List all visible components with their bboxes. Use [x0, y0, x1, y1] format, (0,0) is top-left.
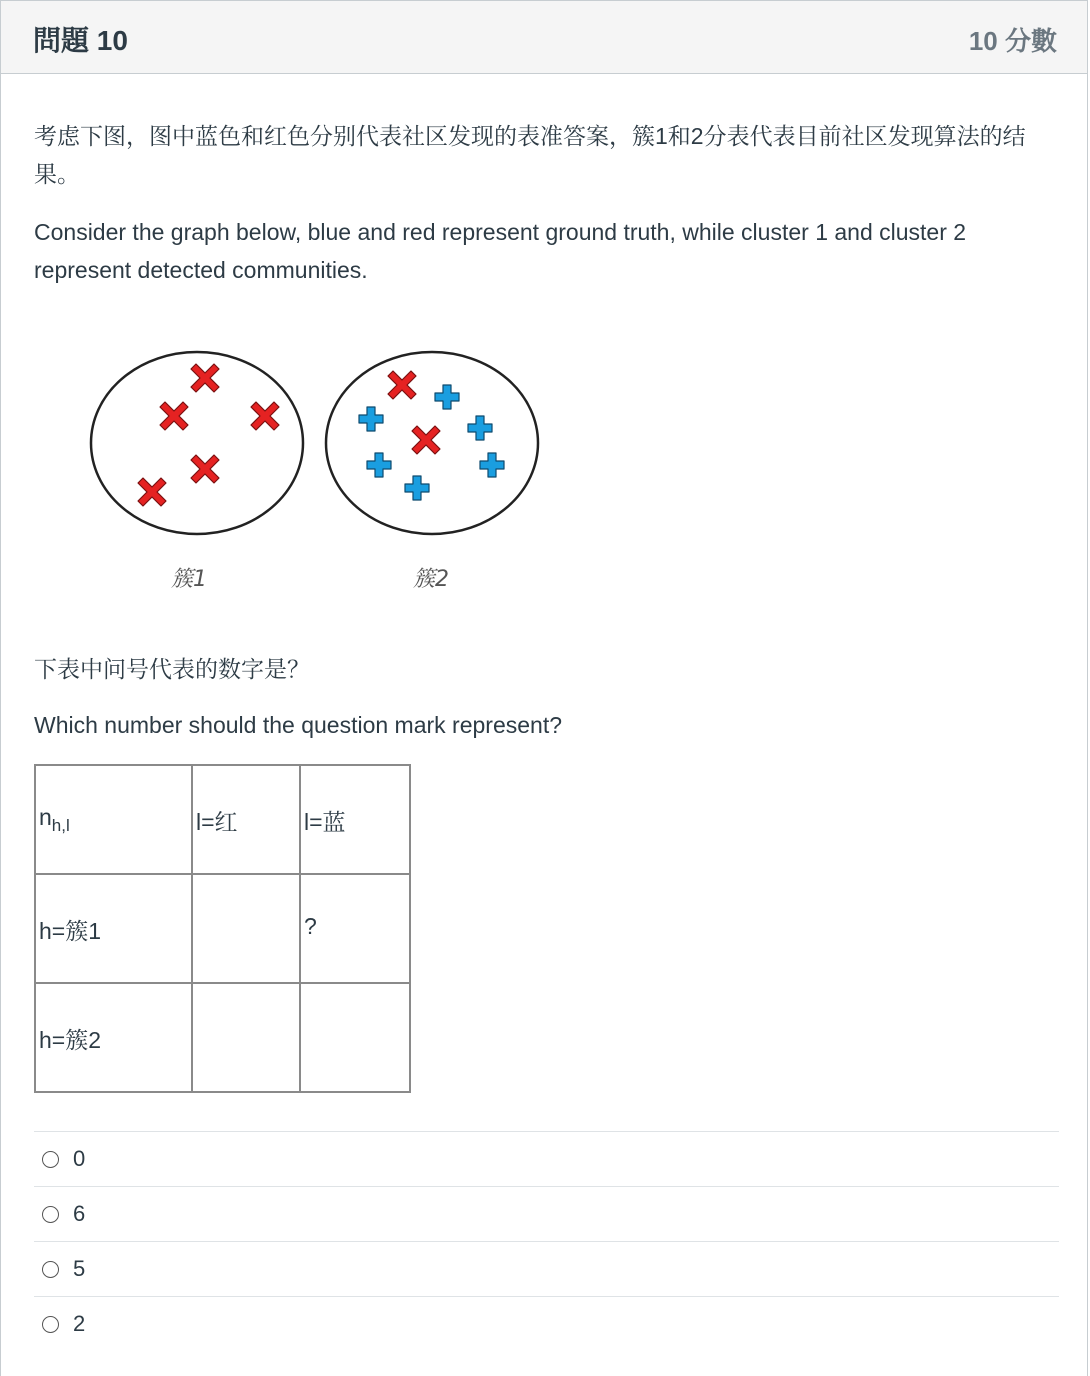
table-header-blue: l=蓝	[300, 765, 410, 874]
red-x-mark-icon	[191, 455, 219, 483]
blue-plus-mark-icon	[405, 476, 429, 500]
answer-label[interactable]: 0	[73, 1146, 86, 1171]
community-figure	[71, 331, 591, 611]
answer-label[interactable]: 2	[73, 1311, 86, 1336]
answer-option[interactable]	[34, 1131, 1059, 1186]
question-header	[1, 1, 1087, 74]
row-label-cluster2: h=簇2	[35, 983, 192, 1092]
blue-plus-mark-icon	[359, 407, 383, 431]
cell-cluster1-blue: ?	[300, 874, 410, 983]
red-x-mark-icon	[160, 402, 188, 430]
table-corner-cell	[35, 765, 192, 874]
answer-label[interactable]: 6	[73, 1201, 86, 1226]
radio-button[interactable]	[42, 1261, 59, 1278]
cluster1-ellipse	[91, 352, 303, 534]
table-row	[35, 983, 410, 1092]
cell-cluster2-red	[192, 983, 300, 1092]
question-title: 問題 10	[33, 25, 128, 56]
table-row	[35, 765, 410, 874]
question-points: 10 分數	[968, 26, 1057, 56]
blue-plus-mark-icon	[367, 453, 391, 477]
radio-button[interactable]	[42, 1206, 59, 1223]
cluster2-label: 簇2	[413, 567, 449, 592]
corner-main: n	[39, 804, 52, 830]
cell-cluster1-red	[192, 874, 300, 983]
red-x-mark-icon	[251, 402, 279, 430]
answer-list	[34, 1131, 1059, 1351]
blue-plus-mark-icon	[435, 385, 459, 409]
count-table	[34, 764, 411, 1093]
radio-button[interactable]	[42, 1316, 59, 1333]
cell-cluster2-blue	[300, 983, 410, 1092]
red-x-mark-icon	[412, 426, 440, 454]
answer-label[interactable]: 5	[73, 1256, 86, 1281]
table-row	[35, 874, 410, 983]
radio-button[interactable]	[42, 1151, 59, 1168]
blue-plus-mark-icon	[480, 453, 504, 477]
answer-option[interactable]	[34, 1241, 1059, 1296]
question-prompt-cn: 下表中问号代表的数字是？	[34, 656, 310, 682]
blue-plus-mark-icon	[468, 416, 492, 440]
question-text-en: Consider the graph below, blue and red represent ground truth, while cluster 1 and cluster 2 represent detected communities.	[34, 219, 967, 283]
table-header-red: l=红	[192, 765, 300, 874]
cluster1-label: 簇1	[171, 567, 207, 592]
answer-option[interactable]	[34, 1186, 1059, 1241]
corner-sub: h,l	[51, 816, 70, 835]
answer-option[interactable]	[34, 1296, 1059, 1351]
row-label-cluster1: h=簇1	[35, 874, 192, 983]
red-x-mark-icon	[388, 371, 416, 399]
red-x-mark-icon	[138, 478, 166, 506]
red-x-mark-icon	[191, 364, 219, 392]
question-text-cn: 考虑下图，图中蓝色和红色分别代表社区发现的表准答案，簇1和2分表代表目前社区发现算法的结果。	[34, 123, 1026, 187]
question-prompt-en: Which number should the question mark represent?	[34, 712, 563, 738]
